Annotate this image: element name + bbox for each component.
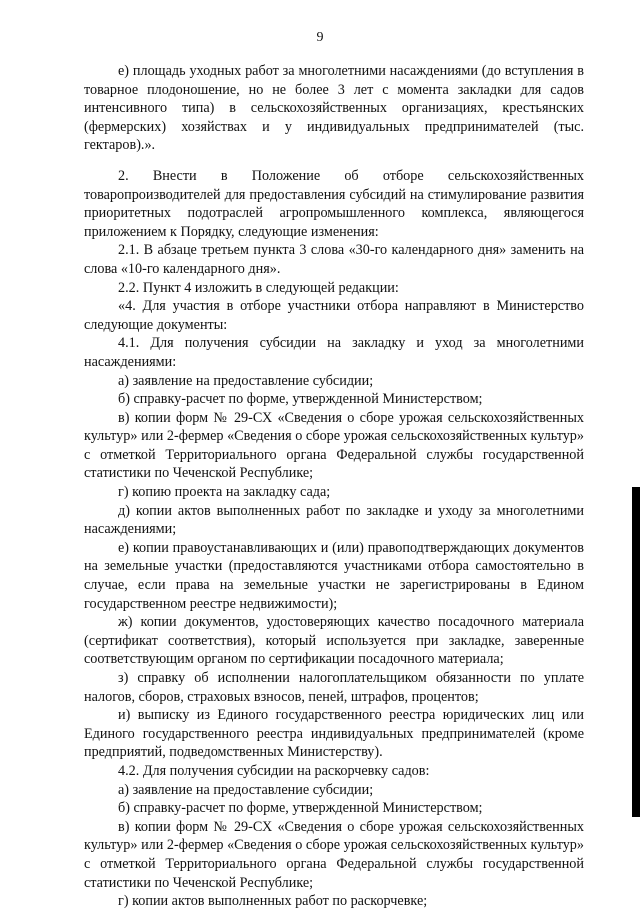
page-number: 9 [316, 30, 324, 45]
paragraph-4-1: 4.1. Для получения субсидии на закладку и уход за многолетними насаждениями: [84, 335, 584, 370]
list-item-4-1-b: б) справку-расчет по форме, утвержденной Министерством; [118, 391, 483, 408]
list-item-4-1-z: з) справку об исполнении налогоплательщиком обязанности по уплате налогов, сборов, страховых взносов, пеней, штрафов, процентов; [84, 670, 584, 705]
document-body [84, 62, 584, 911]
paragraph-amend-2: 2. Внести в Положение об отборе сельскохозяйственных товаропроизводителей для предоставления субсидий на стимулирование развития приоритетных подотраслей агропромышленного комплекса, являющегося приложением к Порядку, следующие изменения: [84, 167, 584, 240]
list-item-4-1-zh: ж) копии документов, удостоверяющих качество посадочного материала (сертификат соответствия), который используется при закладке, заверенные соответствующим органом по сертификации посадочного материала; [84, 614, 584, 668]
list-item-4-1-g: г) копию проекта на закладку сада; [118, 484, 331, 501]
paragraph-point-4: «4. Для участия в отборе участники отбора направляют в Министерство следующие документы: [84, 298, 584, 333]
list-item-4-1-i: и) выписку из Единого государственного реестра юридических лиц или Единого государственного реестра индивидуальных предпринимателей (кроме предприятий, подведомственных Министерству). [84, 707, 584, 761]
list-item-4-1-v: в) копии форм № 29-СХ «Сведения о сборе урожая сельскохозяйственных культур» или 2-фермер «Сведения о сборе урожая сельскохозяйственных культур» с отметкой Территориального органа Федеральной службы государственной статистики по Чеченской Республике; [84, 409, 584, 482]
paragraph-2-2: 2.2. Пункт 4 изложить в следующей редакции: [118, 279, 399, 296]
paragraph-4-2: 4.2. Для получения субсидии на раскорчевку садов: [118, 762, 430, 779]
list-item-4-1-a: а) заявление на предоставление субсидии; [118, 372, 374, 389]
list-item-4-2-b: б) справку-расчет по форме, утвержденной Министерством; [118, 800, 483, 817]
list-item-4-2-v: в) копии форм № 29-СХ «Сведения о сборе урожая сельскохозяйственных культур» или 2-фермер «Сведения о сборе урожая сельскохозяйственных культур» с отметкой Территориального органа Федеральной службы государственной статистики по Чеченской Республике; [84, 818, 584, 891]
scan-edge-shadow [632, 487, 640, 817]
paragraph-2-1: 2.1. В абзаце третьем пункта 3 слова «30-го календарного дня» заменить на слова «10-го календарного дня». [84, 242, 584, 277]
list-item-4-1-e: е) копии правоустанавливающих и (или) правоподтверждающих документов на земельные участки (предоставляются участниками отбора самостоятельно в случае, если права на земельные участки не зарегистрированы в Едином государственном реестре недвижимости); [84, 539, 584, 612]
list-item-4-1-d: д) копии актов выполненных работ по закладке и уходу за многолетними насаждениями; [84, 502, 584, 538]
paragraph-item-e-area: е) площадь уходных работ за многолетними насаждениями (до вступления в товарное плодоношение, но не более 3 лет с момента закладки для садов интенсивного типа) в сельскохозяйственных организациях, крестьянских (фермерских) хозяйствах и у индивидуальных предпринимателей (тыс. гектаров).». [84, 63, 584, 154]
list-item-4-2-a: а) заявление на предоставление субсидии; [118, 781, 374, 798]
list-item-4-2-g: г) копии актов выполненных работ по раскорчевке; [118, 893, 428, 910]
